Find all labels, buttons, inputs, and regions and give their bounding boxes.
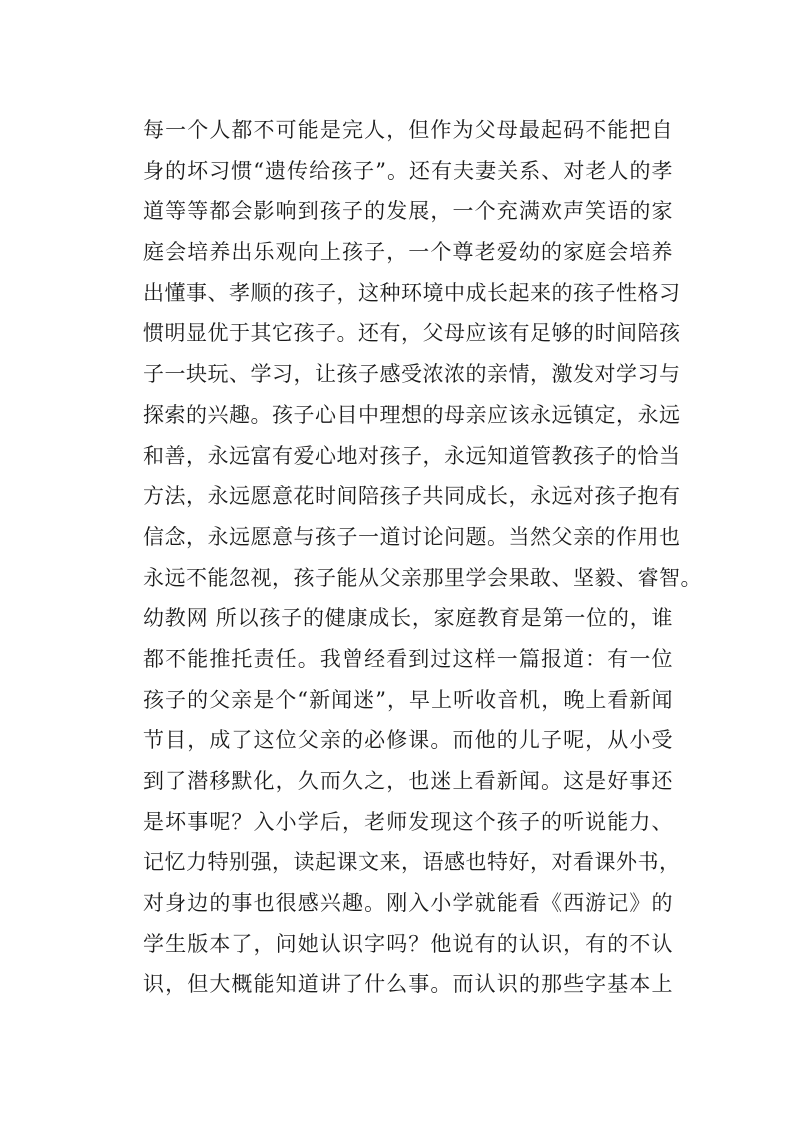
text-line: 每一个人都不可能是完人，但作为父母最起码不能把自 bbox=[143, 118, 673, 142]
text-line: 永远不能忽视，孩子能从父亲那里学会果敢、坚毅、睿智。 bbox=[143, 565, 702, 590]
text-line: 方法，永远愿意花时间陪孩子共同成长，永远对孩子抱有 bbox=[143, 484, 681, 509]
text-line: 节目，成了这位父亲的必修课。而他的儿子呢，从小受 bbox=[143, 728, 673, 753]
text-line: 和善，永远富有爱心地对孩子，永远知道管教孩子的恰当 bbox=[143, 443, 681, 468]
text-line: 孩子的父亲是个“新闻迷”，早上听收音机，晚上看新闻 bbox=[143, 687, 673, 712]
text-line: 对身边的事也很感兴趣。刚入小学就能看《西游记》的 bbox=[143, 891, 673, 916]
text-line: 身的坏习惯“遗传给孩子”。还有夫妻关系、对老人的孝 bbox=[143, 158, 673, 183]
text-line: 信念，永远愿意与孩子一道讨论问题。当然父亲的作用也 bbox=[143, 524, 681, 549]
text-line: 惯明显优于其它孩子。还有，父母应该有足够的时间陪孩 bbox=[143, 321, 681, 346]
text-line: 子一块玩、学习，让孩子感受浓浓的亲情，激发对学习与 bbox=[143, 362, 681, 387]
text-line: 出懂事、孝顺的孩子，这种环境中成长起来的孩子性格习 bbox=[143, 280, 681, 305]
text-line: 是坏事呢？入小学后，老师发现这个孩子的听说能力、 bbox=[143, 809, 673, 834]
text-line: 庭会培养出乐观向上孩子，一个尊老爱幼的家庭会培养 bbox=[143, 240, 673, 265]
text-line: 探索的兴趣。孩子心目中理想的母亲应该永远镇定，永远 bbox=[143, 402, 681, 427]
text-line: 道等等都会影响到孩子的发展，一个充满欢声笑语的家 bbox=[143, 199, 673, 224]
text-line: 到了潜移默化，久而久之，也迷上看新闻。这是好事还 bbox=[143, 769, 673, 793]
text-line: 学生版本了，问她认识字吗？他说有的认识，有的不认 bbox=[143, 931, 673, 956]
text-line: 识，但大概能知道讲了什么事。而认识的那些字基本上 bbox=[143, 972, 673, 997]
text-line: 幼教网 所以孩子的健康成长，家庭教育是第一位的，谁 bbox=[143, 606, 673, 631]
text-line: 都不能推托责任。我曾经看到过这样一篇报道：有一位 bbox=[143, 646, 673, 671]
body-text bbox=[143, 110, 702, 1005]
text-line: 记忆力特别强，读起课文来，语感也特好，对看课外书， bbox=[143, 850, 681, 875]
